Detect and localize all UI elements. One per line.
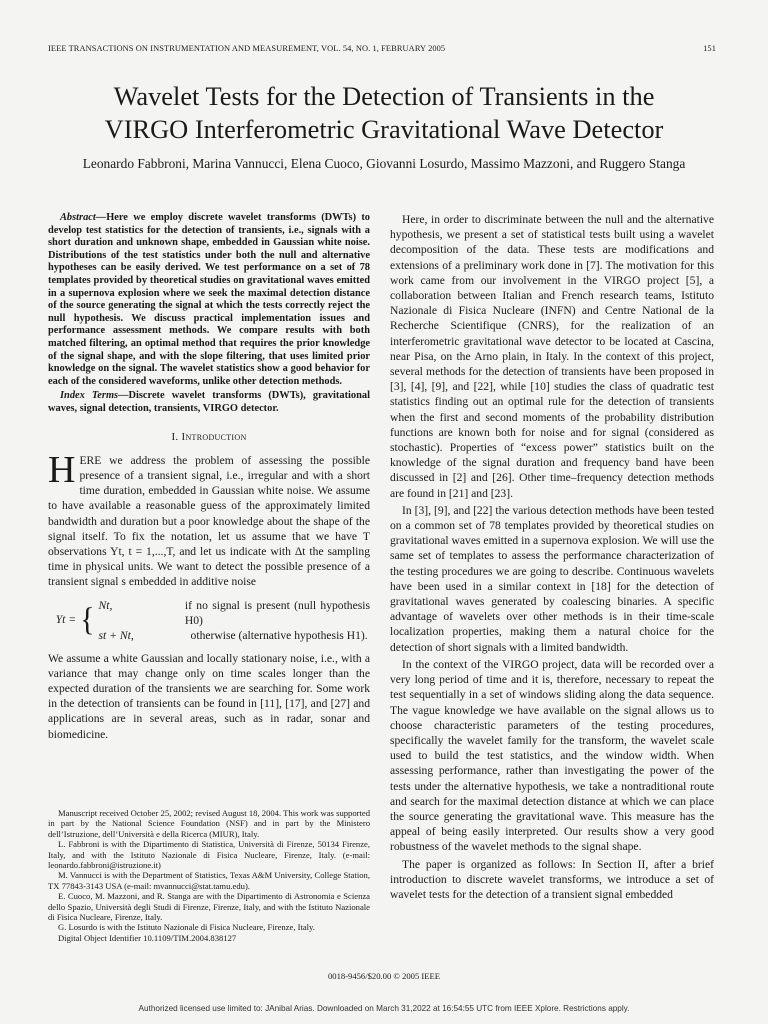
abstract [48,212,370,388]
abstract-label: Abstract— [60,212,107,223]
equation-cases [99,598,370,643]
intro-paragraph-1 [48,448,370,590]
journal-header: IEEE TRANSACTIONS ON INSTRUMENTATION AND MEASUREMENT, VOL. 54, NO. 1, FEBRUARY 2005 [48,44,446,53]
left-column [48,212,370,744]
equation-case-condition: if no signal is present (null hypothesis H0) [184,598,370,627]
authorization-notice: Authorized licensed use limited to: JAnibal Arias. Downloaded on March 31,2022 at 16:54:55 UTC from IEEE Xplore. Restrictions apply. [138,1004,630,1013]
footnotes [48,808,370,943]
index-terms-label: Index Terms— [60,390,129,402]
equation-case-condition: otherwise (alternative hypothesis H1). [190,628,368,642]
hypothesis-equation [48,598,370,643]
equation-case-alternative [99,628,370,643]
intro-paragraph-2: We assume a white Gaussian and locally stationary noise, i.e., with a variance that may change only on time scales longer than the expected duration of the transients we are searching for. Some work in the detection of transients can be found in [11], [17], and [27] and applications are in several areas, such as in radar, sonar and biomedicine. [48,651,370,741]
drop-cap: H [48,448,76,491]
equation-case-null [99,598,370,628]
page-number: 151 [703,44,716,53]
footnote: M. Vannucci is with the Department of Statistics, Texas A&M University, College Station, TX 77843-3143 USA (e-mail: mvannucci@stat.tamu.edu). [48,870,370,891]
abstract-text: Here we employ discrete wavelet transforms (DWTs) to develop test statistics for the detection of transients, i.e., signals with a short duration and unknown shape, embedded in Gaussian white noise. Distributions of the test statistics under both the null and alternative hypotheses can be easily derived. We test performance on a set of 78 templates provided by theoretical studies on gravitational waves emitted in a supernova explosion where we seek the maximal detection distance of the source generating the signal at which the tests correctly reject the null hypothesis. We discuss practical implementation issues and performance assessment methods. We compare results with both matched filtering, an optimal method that requires the prior knowledge of the signal shape, and with the slope filtering, that uses limited prior knowledge on the signal. The wavelet statistics show a good behavior for each of the considered waveforms, unlike other detection methods. [48,212,370,387]
body-paragraph: The paper is organized as follows: In Section II, after a brief introduction to discrete wavelet transforms, we introduce a set of wavelet tests for the detection of a transient signal embedded [390,857,714,901]
equation-case-left: Nt, [98,598,113,612]
section-heading-introduction: I. Introduction [171,430,247,443]
body-paragraph: In [3], [9], and [22] the various detection methods have been tested on a common set of 78 templates provided by theoretical studies on gravitational waves emitted in a supernova explosion. We will use the same set of templates to assess the performance characterization of the testing procedures we are going to describe. Continuous wavelets have been used in a similar context in [18] for the detection of gravitational waves generated by coalescing binaries. A specific advantage of wavelets over other methods is in their time-scale localization properties, making them a natural choice for the detection of short signals with a limited bandwidth. [390,503,714,654]
intro-paragraph-1-text: ERE we address the problem of assessing the possible presence of a transient signal, i.e., irregular and with a short time duration, embedded in Gaussian white noise. We assume to have available a reasonable guess of the approximately limited bandwidth and duration but a poor knowledge about the shape of the signal itself. To fix the notation, let us assume that we have T observations Yt, t = 1,...,T, and let us indicate with Δt the sampling time in physical units. We want to detect the possible presence of a transient signal s embedded in additive noise [48,453,370,589]
body-paragraph: Here, in order to discriminate between the null and the alternative hypothesis, we present a set of statistical tests built using a wavelet decomposition of the data. These tests are modifications and extensions of a preliminary work done in [7]. The motivation for this work came from our involvement in the VIRGO project [5], a collaboration between Italian and French research teams, Istituto Nazionale di Fisica Nucleare (INFN) and Centre National de la Recherche Scientifique (CNRS), for the realization of an interferometric gravitational wave detector to be located at Cascina, near Pisa, on the Arno plain, in Italy. In the context of this project, several methods for the detection of transients have been proposed in [3], [4], [9], and [22], while [10] studies the class of quadratic test statistics finding out an optimal rule for the detection of transients when the first and second moments of the probability distribution functions are known both for noise and for signal (considered as stochastic). Properties of “excess power” statistics built on the knowledge of the signal duration and frequency band have been discussed in [2] and [26]. Other time–frequency detection methods are found in [21] and [23]. [390,213,714,500]
right-column [390,212,714,904]
title-line-2: VIRGO Interferometric Gravitational Wave Detector [104,114,664,144]
author-list: Leonardo Fabbroni, Marina Vannucci, Elena Cuoco, Giovanni Losurdo, Massimo Mazzoni, and Ruggero Stanga [82,156,686,171]
brace-icon: { [80,601,95,638]
equation-lhs: Yt = [55,613,77,627]
paper-title [30,80,738,146]
footnote: Digital Object Identifier 10.1109/TIM.2004.838127 [58,932,237,943]
index-terms-text: Discrete wavelet transforms (DWTs), gravitational waves, signal detection, transients, VIRGO detector. [48,390,370,414]
title-line-1: Wavelet Tests for the Detection of Transients in the [113,81,655,111]
footnote: Manuscript received October 25, 2002; revised August 18, 2004. This work was supported in part by the National Science Foundation (NSF) and in part by the Ministero dell’Istruzione, dell’Università e della Ricerca (MIUR), Italy. [48,808,370,839]
issn-copyright: 0018-9456/$20.00 © 2005 IEEE [327,971,441,981]
body-paragraph: In the context of the VIRGO project, data will be recorded over a very long period of time and it is, therefore, necessary to repeat the test sequentially in a set of windows sliding along the data sequence. The vague knowledge we have available on the signal allows us to choose characteristic parameters of the testing procedures, specifically the wavelet family for the transform, the wavelet scale used to build the test statistics, and the window width. When assessing performance, rather than investigating the power of the tests under the alternative hypothesis, we take a nontraditional route and search for the maximal detection distance at which we can place the source generating the gravitational wave. This measure has the appeal of being easily interpreted. Our results show a very good robustness of the wavelet methods to the signal shape. [390,657,714,854]
equation-case-left: st + Nt, [98,628,134,642]
footnote: E. Cuoco, M. Mazzoni, and R. Stanga are with the Dipartimento di Astronomia e Scienza dello Spazio, Università degli Studi di Firenze, Firenze, Italy, and with the Istituto Nazionale di Fisica Nucleare, Firenze, Italy. [48,891,370,923]
footnote: G. Losurdo is with the Istituto Nazionale di Fisica Nucleare, Firenze, Italy. [58,922,315,933]
footnote: L. Fabbroni is with the Dipartimento di Statistica, Università di Firenze, 50134 Firenze, Italy, and with the Istituto Nazionale di Fisica Nucleare, Firenze, Italy. (e-mail: leonardo.fabbroni@istruzione.it) [48,839,370,871]
index-terms [48,390,370,415]
running-header [48,44,716,53]
